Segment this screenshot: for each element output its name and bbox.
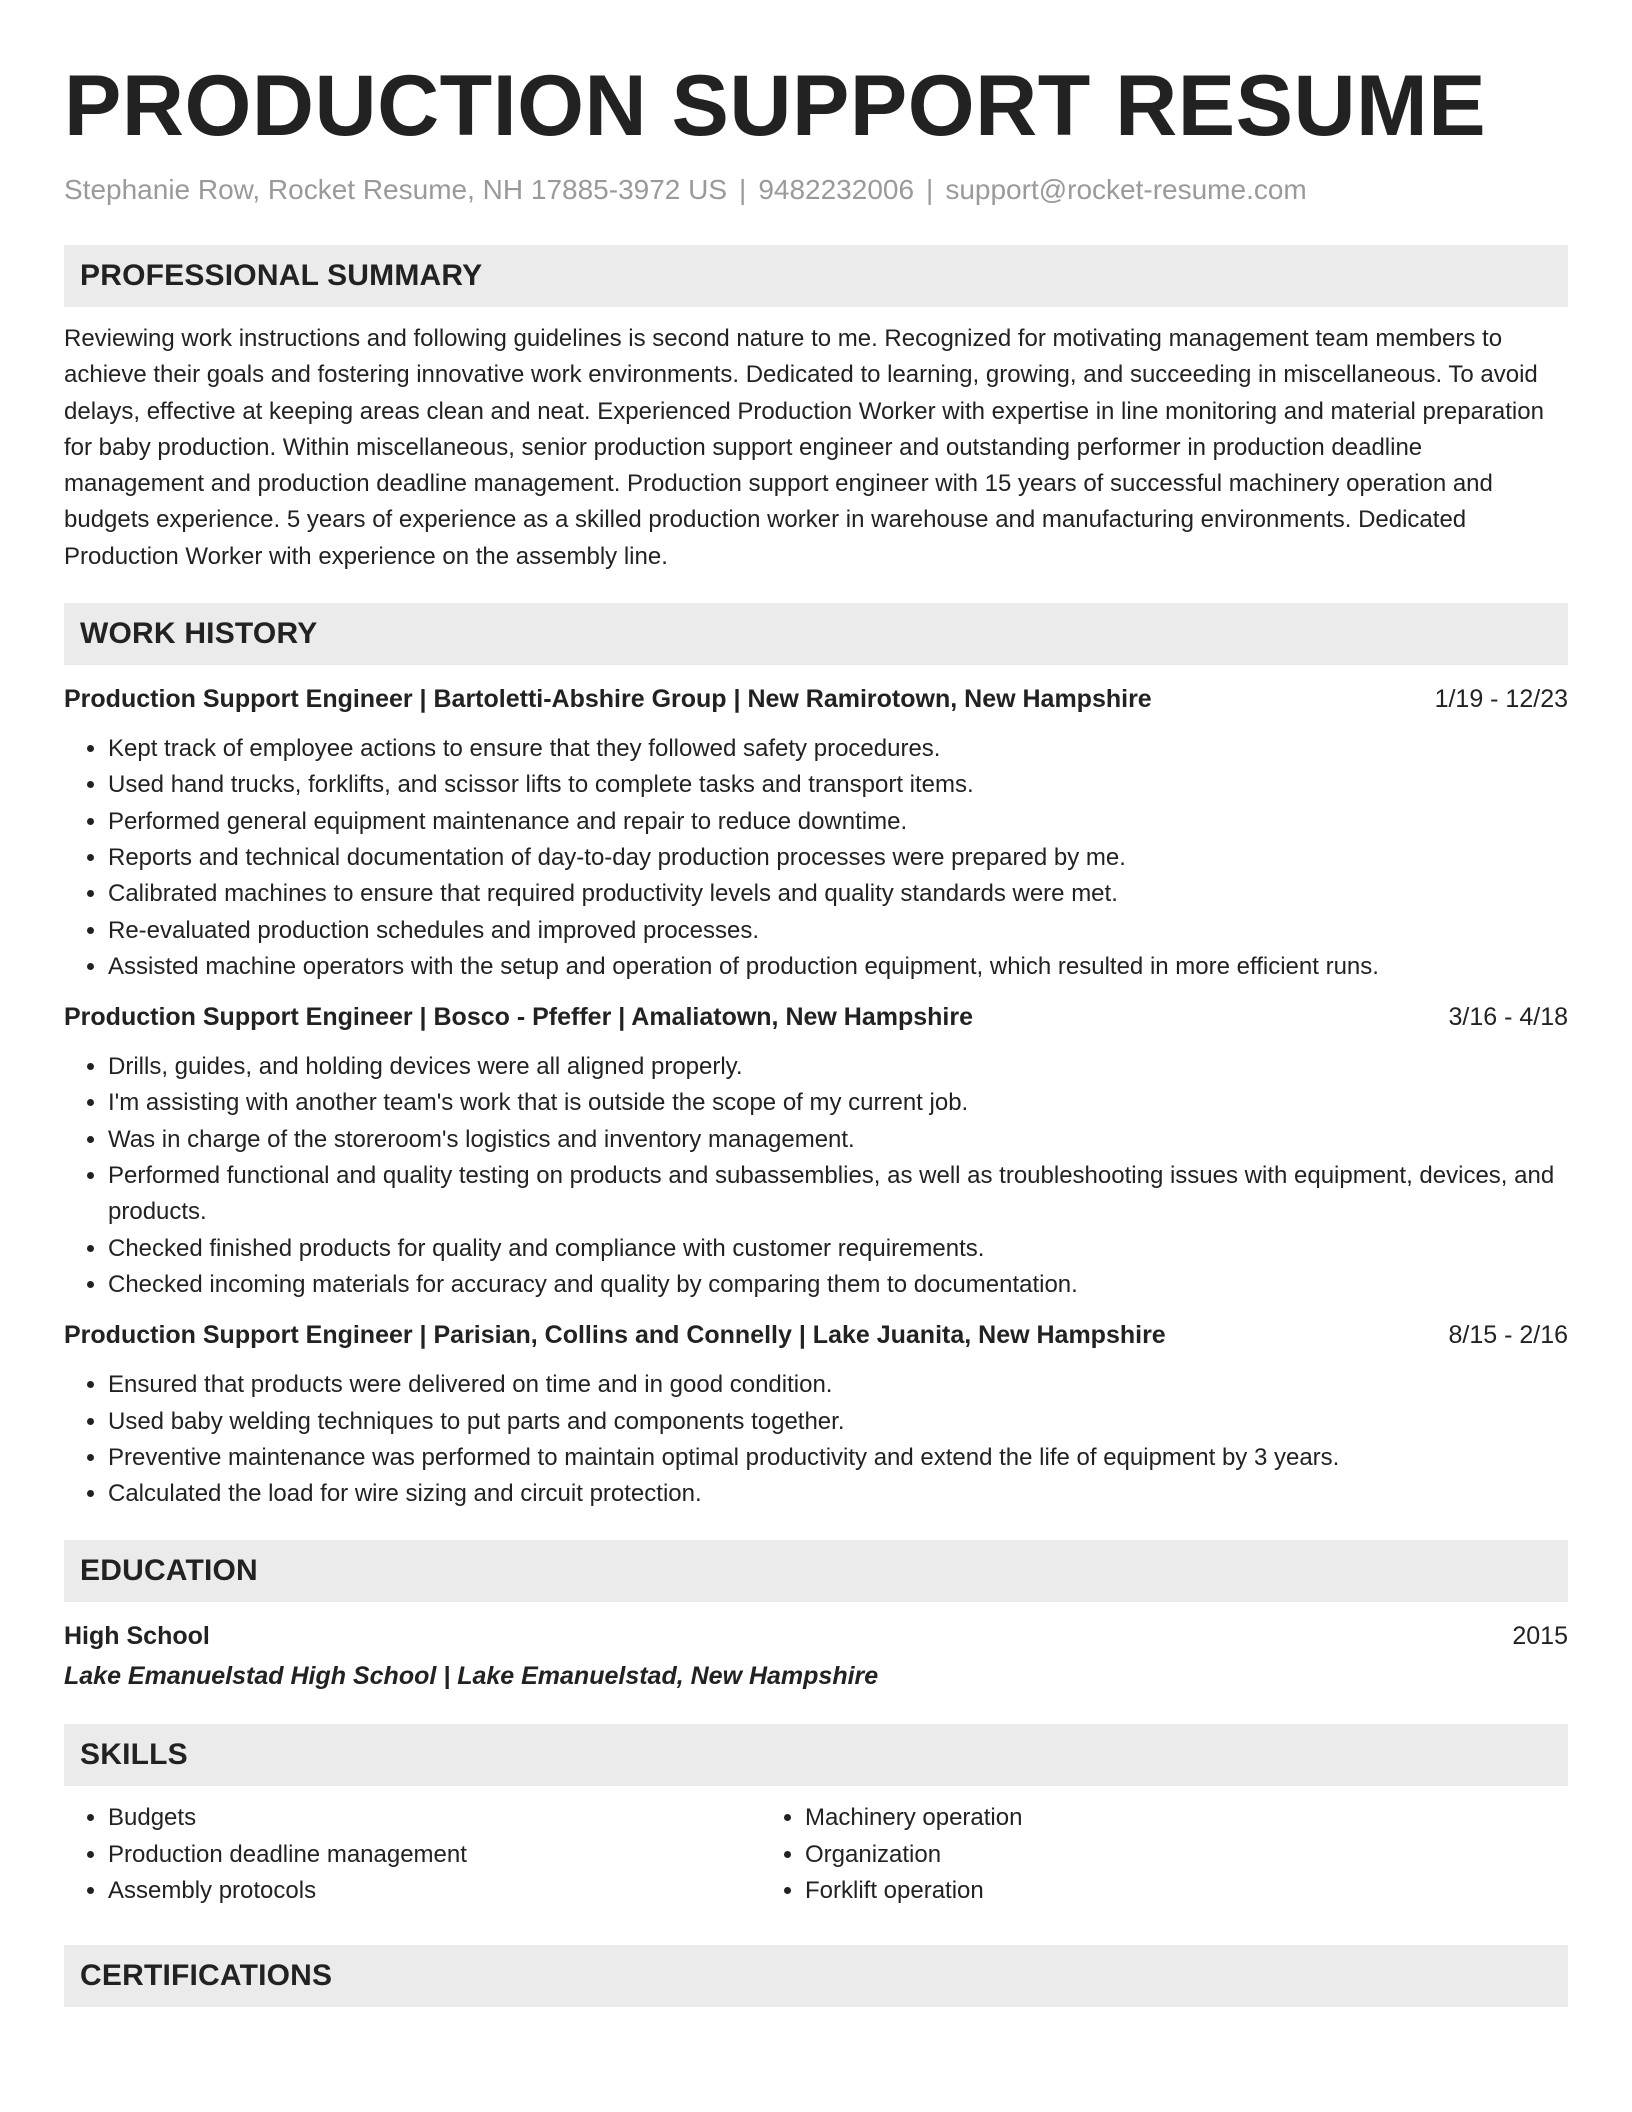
skill-item: • Budgets (108, 1800, 761, 1836)
section-heading-summary: PROFESSIONAL SUMMARY (64, 245, 1568, 307)
resume-title: PRODUCTION SUPPORT RESUME (64, 58, 1487, 154)
skill-item: • Production deadline management (108, 1837, 761, 1873)
job-title: Production Support Engineer | Bosco - Pfeffer | Amaliatown, New Hampshire (64, 1003, 974, 1032)
job-entry (64, 681, 1568, 985)
job-dates: 3/16 - 4/18 (1448, 1003, 1568, 1032)
job-bullet: • Preventive maintenance was performed to maintain optimal productivity and extend the life of equipment by 3 years. (108, 1440, 1568, 1476)
job-bullet: • Ensured that products were delivered on time and in good condition. (108, 1367, 1568, 1403)
summary-text: Reviewing work instructions and following guidelines is second nature to me. Recognized for motivating management team members to achieve their goals and fostering innovative work environments. Dedicated to learning, growing, and succeeding in miscellaneous. To avoid delays, effective at keeping areas clean and neat. Experienced Production Worker with expertise in line monitoring and material preparation for baby production. Within miscellaneous, senior production support engineer and outstanding performer in production deadline management and production deadline management. Production support engineer with 15 years of successful machinery operation and budgets experience. 5 years of experience as a skilled production worker in warehouse and manufacturing environments. Dedicated Production Worker with experience on the assembly line. (64, 325, 1544, 570)
skills-column-left (64, 1800, 761, 1909)
skill-item: • Assembly protocols (108, 1873, 761, 1909)
job-bullet: • Kept track of employee actions to ensure that they followed safety procedures. (108, 731, 1568, 767)
job-bullets (64, 1367, 1568, 1512)
job-bullet: • Used hand trucks, forklifts, and scissor lifts to complete tasks and transport items. (108, 767, 1568, 803)
job-title: Production Support Engineer | Bartoletti-Abshire Group | New Ramirotown, New Hampshire (64, 685, 1152, 714)
skill-item: • Machinery operation (805, 1800, 1458, 1836)
section-heading-work-history: WORK HISTORY (64, 603, 1568, 665)
job-bullet: • Checked finished products for quality and compliance with customer requirements. (108, 1231, 1568, 1267)
section-heading-skills: SKILLS (64, 1724, 1568, 1786)
contact-line (64, 172, 1568, 208)
job-header (64, 999, 1568, 1035)
job-dates: 8/15 - 2/16 (1448, 1321, 1568, 1350)
job-bullet: • I'm assisting with another team's work that is outside the scope of my current job. (108, 1085, 1568, 1121)
section-heading-education: EDUCATION (64, 1540, 1568, 1602)
job-bullets (64, 731, 1568, 985)
job-dates: 1/19 - 12/23 (1434, 685, 1568, 714)
job-header (64, 681, 1568, 717)
contact-email: support@rocket-resume.com (945, 174, 1307, 205)
job-bullet: • Was in charge of the storeroom's logistics and inventory management. (108, 1122, 1568, 1158)
skill-item: • Forklift operation (805, 1873, 1458, 1909)
job-bullet: • Re-evaluated production schedules and improved processes. (108, 913, 1568, 949)
contact-separator: | (926, 174, 934, 205)
job-entry (64, 1317, 1568, 1512)
job-bullet: • Drills, guides, and holding devices were all aligned properly. (108, 1049, 1568, 1085)
job-bullet: • Checked incoming materials for accuracy and quality by comparing them to documentation. (108, 1267, 1568, 1303)
skills-column-right (761, 1800, 1458, 1909)
job-bullet: • Reports and technical documentation of day-to-day production processes were prepared by me. (108, 840, 1568, 876)
skill-item: • Organization (805, 1837, 1458, 1873)
contact-separator: | (739, 174, 747, 205)
job-bullet: • Calibrated machines to ensure that required productivity levels and quality standards were met. (108, 876, 1568, 912)
job-bullet: • Calculated the load for wire sizing and circuit protection. (108, 1476, 1568, 1512)
education-school: Lake Emanuelstad High School | Lake Emanuelstad, New Hampshire (64, 1662, 879, 1691)
skills-list (64, 1800, 1568, 1909)
education-header (64, 1618, 1568, 1654)
contact-address: Stephanie Row, Rocket Resume, NH 17885-3972 US (64, 174, 728, 205)
job-header (64, 1317, 1568, 1353)
job-title: Production Support Engineer | Parisian, Collins and Connelly | Lake Juanita, New Hampshire (64, 1321, 1166, 1350)
job-bullet: • Performed functional and quality testing on products and subassemblies, as well as troubleshooting issues with equipment, devices, and products. (108, 1158, 1568, 1231)
job-bullet: • Performed general equipment maintenance and repair to reduce downtime. (108, 804, 1568, 840)
contact-phone: 9482232006 (758, 174, 915, 205)
job-entry (64, 999, 1568, 1303)
job-bullets (64, 1049, 1568, 1303)
job-bullet: • Assisted machine operators with the setup and operation of production equipment, which resulted in more efficient runs. (108, 949, 1568, 985)
education-year: 2015 (1512, 1622, 1568, 1651)
section-heading-certifications: CERTIFICATIONS (64, 1945, 1568, 2007)
education-degree: High School (64, 1622, 210, 1651)
job-bullet: • Used baby welding techniques to put parts and components together. (108, 1404, 1568, 1440)
